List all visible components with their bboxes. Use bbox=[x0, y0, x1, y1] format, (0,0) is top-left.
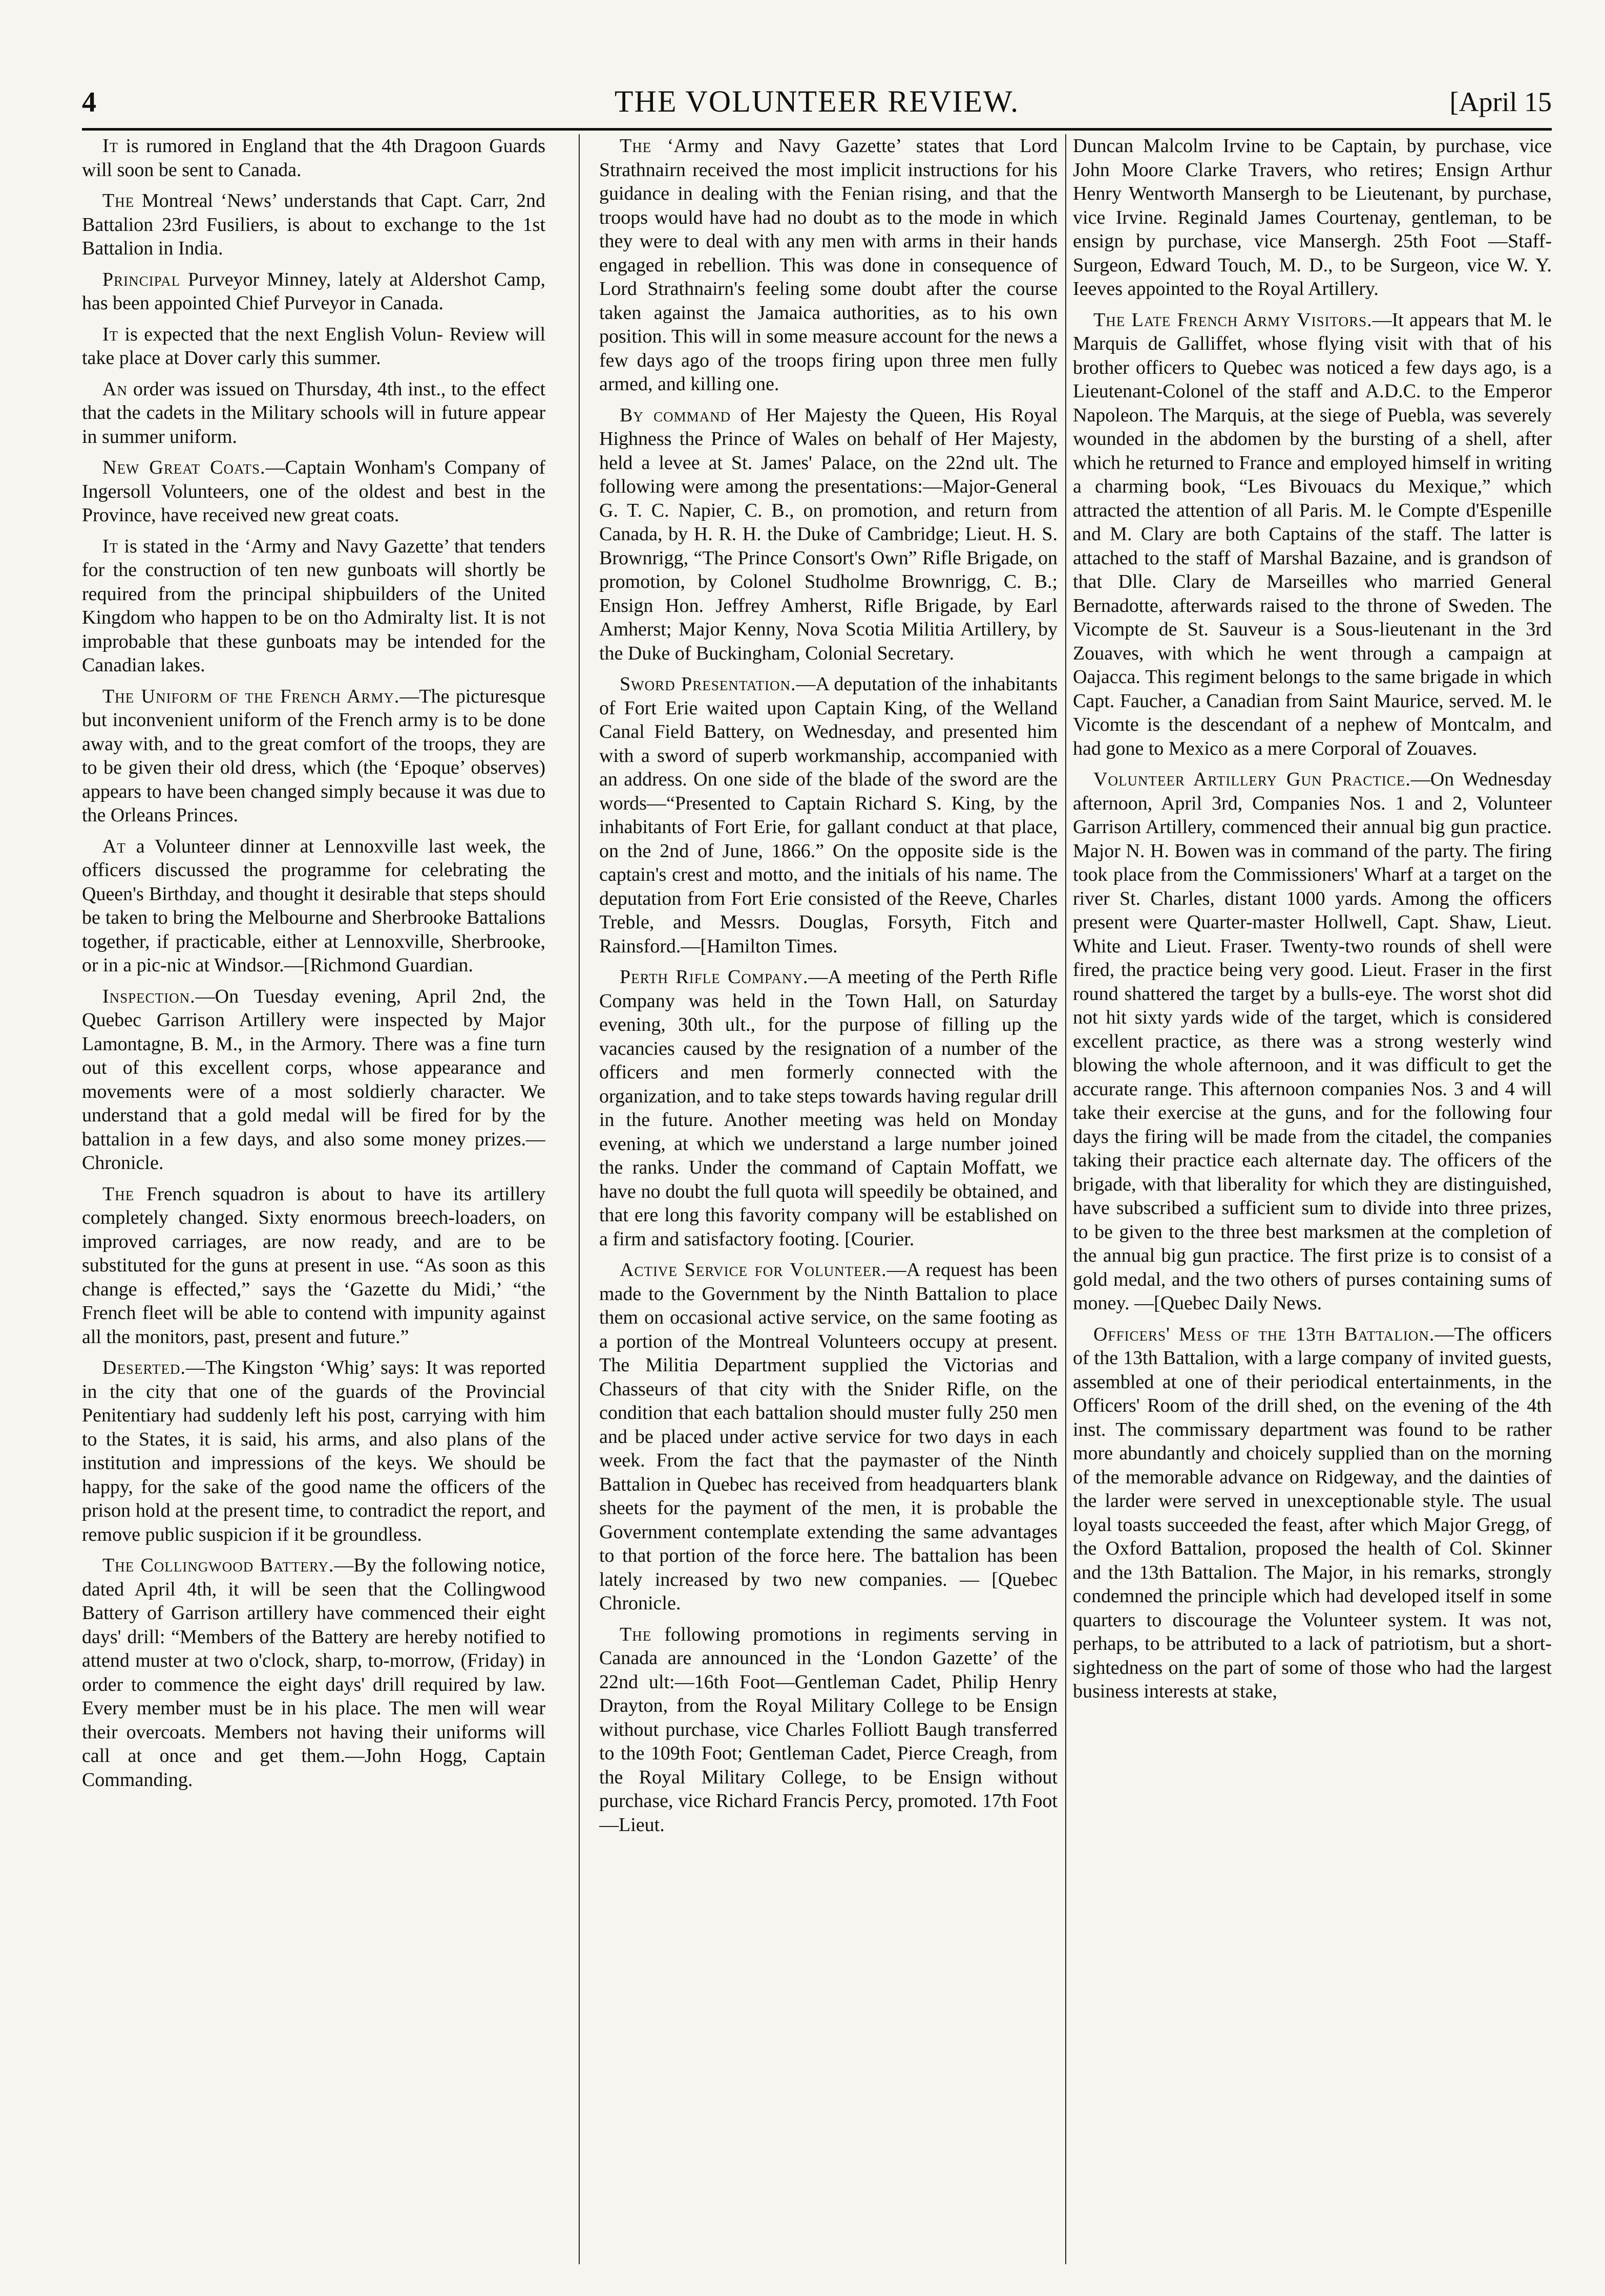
article-paragraph bbox=[1073, 1323, 1552, 1704]
article-paragraph bbox=[82, 456, 545, 527]
article-text: is rumored in England that the 4th Dragoon Guards will soon be sent to Canada. bbox=[82, 135, 545, 181]
article-text: ‘Army and Navy Gazette’ states that Lord Strathnairn received the most implicit instructions for his guidance in dealing with the Fenian rising, and that the troops would have had no doubt as to the mode in which they were to deal with any men with arms in their hands engaged in rebellion. This was done in consequence of Lord Strathnairn's feeling some doubt after the course taken against the Jamaica authorities, as to his own position. This will in some measure account for the news a few days ago of the troops firing upon three men fully armed, and killing one. bbox=[599, 135, 1058, 395]
article-paragraph bbox=[82, 323, 545, 370]
article-text: —By the following notice, dated April 4th, it will be seen that the Collingwood Battery of Garrison artillery have commenced their eight days' drill: “Members of the Battery are hereby notified to attend muster at two o'clock, sharp, to-morrow, (Friday) in order to commence the eight days' drill required by law. Every member must be in his place. The men will wear their overcoats. Members not having their uniforms will call at once and get them.—John Hogg, Captain Commanding. bbox=[82, 1555, 545, 1791]
article-text: is stated in the ‘Army and Navy Gazette’ that tenders for the construction of ten new gunboats will shortly be required from the principal shipbuilders of the United Kingdom who happen to be on tho Admiralty list. It is not improbable that these gunboats may be intended for the Canadian lakes. bbox=[82, 535, 545, 676]
article-lead: The bbox=[620, 1623, 652, 1645]
article-lead: It bbox=[102, 135, 119, 157]
article-text: —The picturesque but inconvenient uniform of the French army is to be done away with, and to the great comfort of the troops, they are to be given their old dress, which (the ‘Epoque’ observes) appears to have been changed simply because it was due to the Orleans Princes. bbox=[82, 685, 545, 826]
article-paragraph bbox=[82, 134, 545, 182]
article-paragraph bbox=[599, 403, 1058, 666]
article-paragraph bbox=[82, 268, 545, 315]
article-paragraph bbox=[82, 835, 545, 977]
article-paragraph bbox=[1073, 768, 1552, 1315]
article-text: —A meeting of the Perth Rifle Company was held in the Town Hall, on Saturday evening, 30th ult., for the purpose of filling up the vacancies caused by the resignation of a number of the officers and men formerly connected with the organization, and to take steps towards having regular drill in the future. Another meeting was held on Monday evening, at which we understand a large number joined the ranks. Under the command of Captain Moffatt, we have no doubt the full quota will speedily be obtained, and that ere long this favority company will be established on a firm and satisfactory footing. [Courier. bbox=[599, 966, 1058, 1250]
column-rule bbox=[579, 134, 580, 2264]
article-text: —A deputation of the inhabitants of Fort Erie waited upon Captain King, of the Welland Canal Field Battery, on Wednesday, and presented him with a sword of superb workmanship, accompanied with an address. On one side of the blade of the sword are the words—“Presented to Captain Richard S. King, by the inhabitants of Fort Erie, for gallant conduct at that place, on the 2nd of June, 1866.” On the opposite side is the captain's crest and motto, and the initials of his name. The deputation from Fort Erie consisted of the Reeve, Charles Treble, and Messrs. Douglas, Forsyth, Fitch and Rainsford.—[Hamilton Times. bbox=[599, 673, 1058, 957]
article-lead: At bbox=[102, 835, 126, 857]
article-paragraph bbox=[599, 1258, 1058, 1615]
article-paragraph bbox=[82, 685, 545, 827]
article-lead: Perth Rifle Company. bbox=[620, 966, 809, 988]
page-header bbox=[82, 77, 1552, 131]
article-lead: The Collingwood Battery. bbox=[102, 1555, 334, 1576]
article-paragraph bbox=[82, 985, 545, 1175]
article-text: Montreal ‘News’ understands that Capt. Carr, 2nd Battalion 23rd Fusiliers, is about to exchange to the 1st Battalion in India. bbox=[82, 190, 545, 259]
article-text: Purveyor Minney, lately at Aldershot Camp, has been appointed Chief Purveyor in Canada. bbox=[82, 268, 545, 314]
column-3 bbox=[1073, 134, 1552, 2264]
article-text: —A request has been made to the Government by the Ninth Battalion to place them on occasional active service, on the same footing as a portion of the Montreal Volunteers occupy at present. The Militia Department supplied the Victorias and Chasseurs of that city with the Snider Rifle, on the condition that each battalion should muster fully 250 men and be placed under active service for two days in each week. From the fact that the paymaster of the Ninth Battalion in Quebec has received from headquarters blank sheets for the payment of the men, it is probable the Government contemplate extending the same advantages to that portion of the force here. The battalion has been lately increased by two new companies. — [Quebec Chronicle. bbox=[599, 1259, 1058, 1614]
article-lead: Active Service for Volunteer. bbox=[620, 1259, 887, 1281]
column-1 bbox=[82, 134, 545, 2264]
article-paragraph bbox=[82, 1356, 545, 1546]
column-rule bbox=[1065, 134, 1066, 2264]
article-text: —The officers of the 13th Battalion, with a large company of invited guests, assembled at one of their periodical entertainments, in the Officers' Room of the drill shed, on the evening of the 4th inst. The commissary department was found to be rather more abundantly and choicely supplied than on the morning of the memorable advance on Ridgeway, and the dainties of the larder were served in unexceptionable style. The usual loyal toasts succeeded the feast, after which Major Gregg, of the Oxford Battalion, proposed the health of Col. Skinner and the 13th Battalion. The Major, in his remarks, strongly condemned the principle which had developed itself in some quarters to discourage the Volunteer system. It was not, perhaps, to be attributed to a lack of patriotism, but a short-sightedness on the part of some of those who had the largest business interests at stake, bbox=[1073, 1323, 1552, 1702]
article-lead: The bbox=[102, 190, 135, 211]
article-text: —It appears that M. le Marquis de Galliffet, whose flying visit with that of his brother officers to Quebec was noticed a few days ago, is a Lieutenant-Colonel of the staff and A.D.C. to the Emperor Napoleon. The Marquis, at the siege of Puebla, was severely wounded in the abdomen by the bursting of a shell, after which he returned to France and employed himself in writing a charming book, “Les Bivouacs du Mexique,” which attracted the attention of all Paris. M. le Compte d'Espenille and M. Clary are both Captains of the staff. The latter is attached to the staff of Marshal Bazaine, and is grandson of that Dlle. Clary de Marseilles who married General Bernadotte, afterwards raised to the throne of Sweden. The Vicompte de St. Sauveur is a Sous-lieutenant in the 3rd Zouaves, with which he went through a campaign at Oajacca. This regiment belongs to the same brigade in which Capt. Faucher, a Canadian from Saint Maurice, served. M. le Vicomte is the descendant of a nephew of Montcalm, and had gone to Mexico as a mere Corporal of Zouaves. bbox=[1073, 309, 1552, 759]
article-lead: The Uniform of the French Army. bbox=[102, 685, 400, 707]
article-lead: An bbox=[102, 378, 128, 400]
column-2 bbox=[599, 134, 1058, 2264]
article-text: following promotions in regiments serving in Canada are announced in the ‘London Gazette’ of the 22nd ult:—16th Foot—Gentleman Cadet, Philip Henry Drayton, from the Royal Military College to be Ensign without purchase, vice Charles Folliott Baugh transferred to the 109th Foot; Gentleman Cadet, Pierce Creagh, from the Royal Military College, to be Ensign without purchase, vice Richard Francis Percy, promoted. 17th Foot—Lieut. bbox=[599, 1623, 1058, 1836]
article-text: —On Wednesday afternoon, April 3rd, Companies Nos. 1 and 2, Volunteer Garrison Artillery, commenced their annual big gun practice. Major N. H. Bowen was in command of the party. The firing took place from the Commissioners' Wharf at a target on the river St. Charles, distant 1000 yards. Among the officers present were Quarter-master Hollwell, Capt. Shaw, Lieut. White and Lieut. Fraser. Twenty-two rounds of shell were fired, the practice being very good. Lieut. Fraser in the first round shattered the target by a bulls-eye. The worst shot did not hit sixty yards wide of the target, which is considered excellent practice, as there was a strong westerly wind blowing the whole afternoon, and it was difficult to get the accurate range. This afternoon companies Nos. 3 and 4 will take their exercise at the guns, and for the following four days the firing will be made from the citadel, the companies taking their practice each alternate day. The officers of the brigade, with that liberality for which they are distinguished, have subscribed a sufficient sum to divide into three prizes, to be given to the three best marksmen at the completion of the annual big gun practice. The first prize is to consist of a gold medal, and the two others of purses containing sums of money. —[Quebec Daily News. bbox=[1073, 769, 1552, 1314]
article-lead: It bbox=[102, 535, 119, 557]
article-lead: Deserted. bbox=[102, 1357, 186, 1378]
article-lead: Officers' Mess of the 13th Battalion. bbox=[1093, 1323, 1435, 1345]
article-paragraph bbox=[82, 189, 545, 261]
article-lead: Inspection. bbox=[102, 985, 196, 1007]
article-lead: By command bbox=[620, 404, 731, 426]
article-lead: The Late French Army Visitors. bbox=[1093, 309, 1372, 331]
article-paragraph bbox=[82, 1554, 545, 1792]
article-paragraph bbox=[599, 672, 1058, 958]
newspaper-title: THE VOLUNTEER REVIEW. bbox=[614, 84, 1020, 118]
article-paragraph bbox=[599, 1623, 1058, 1837]
article-text: French squadron is about to have its artillery completely changed. Sixty enormous breech-loaders, on improved carriages, are now ready, and are to be substituted for the guns at present in use. “As soon as this change is effected,” says the ‘Gazette du Midi,’ “the French fleet will be able to contend with impunity against all the monitors, past, present and future.” bbox=[82, 1183, 545, 1348]
article-text: Duncan Malcolm Irvine to be Captain, by purchase, vice John Moore Clarke Travers, who retires; Ensign Arthur Henry Wentworth Mansergh to be Lieutenant, by purchase, vice Irvine. Reginald James Courtenay, gentleman, to be ensign by purchase, vice Mansergh. 25th Foot —Staff-Surgeon, Edward Touch, M. D., to be Surgeon, vice W. Y. Ieeves appointed to the Royal Artillery. bbox=[1073, 135, 1552, 300]
article-lead: The bbox=[620, 135, 652, 157]
article-lead: Principal bbox=[102, 268, 181, 290]
page-number: 4 bbox=[82, 87, 96, 118]
article-text: —Captain Wonham's Company of Ingersoll Volunteers, one of the oldest and best in the Province, have received new great coats. bbox=[82, 457, 545, 526]
article-paragraph bbox=[599, 965, 1058, 1251]
article-lead: The bbox=[102, 1183, 135, 1205]
article-text: a Volunteer dinner at Lennoxville last week, the officers discussed the programme for celebrating the Queen's Birthday, and thought it desirable that steps should be taken to bring the Melbourne and Sherbrooke Battalions together, if practicable, either at Lennoxville, Sherbrooke, or in a pic-nic at Windsor.—[Richmond Guardian. bbox=[82, 835, 545, 976]
article-lead: It bbox=[102, 323, 119, 345]
article-lead: Sword Presentation. bbox=[620, 673, 796, 695]
article-text: is expected that the next English Volun- Review will take place at Dover carly this summer. bbox=[82, 323, 545, 369]
article-paragraph bbox=[82, 377, 545, 449]
article-paragraph bbox=[599, 134, 1058, 396]
article-text: of Her Majesty the Queen, His Royal Highness the Prince of Wales on behalf of Her Majesty, held a levee at St. James' Palace, on the 22nd ult. The following were among the presentations:—Major-General G. T. C. Napier, C. B., on promotion, and return from Canada, by H. R. H. the Duke of Cambridge; Lieut. H. S. Brownrigg, “The Prince Consort's Own” Rifle Brigade, on promotion, by Colonel Studholme Brownrigg, C. B.; Ensign Hon. Jeffrey Amherst, Rifle Brigade, by Earl Amherst; Major Kenny, Nova Scotia Militia Artillery, by the Duke of Buckingham, Colonial Secretary. bbox=[599, 404, 1058, 664]
article-lead: Volunteer Artillery Gun Practice. bbox=[1093, 769, 1411, 790]
article-paragraph bbox=[1073, 308, 1552, 761]
article-text: —The Kingston ‘Whig’ says: It was reported in the city that one of the guards of the Provincial Penitentiary had suddenly left his post, carrying with him to the States, it is said, his arms, and also plans of the institution and impressions of the keys. We should be happy, for the sake of the good name the officers of the prison hold at the present time, to contradict the report, and remove public suspicion if it be groundless. bbox=[82, 1357, 545, 1545]
article-paragraph bbox=[82, 535, 545, 677]
issue-date: [April 15 bbox=[1449, 87, 1552, 117]
article-text: —On Tuesday evening, April 2nd, the Quebec Garrison Artillery were inspected by Major Lamontagne, B. M., in the Armory. There was a fine turn out of this excellent corps, whose appearance and movements were of a most soldierly character. We understand that a gold medal will be fired for by the battalion in a few days, and also some money prizes.—Chronicle. bbox=[82, 985, 545, 1174]
article-text: order was issued on Thursday, 4th inst., to the effect that the cadets in the Military schools will in future appear in summer uniform. bbox=[82, 378, 545, 448]
article-paragraph bbox=[82, 1182, 545, 1349]
article-paragraph bbox=[1073, 134, 1552, 301]
article-lead: New Great Coats. bbox=[102, 457, 266, 478]
